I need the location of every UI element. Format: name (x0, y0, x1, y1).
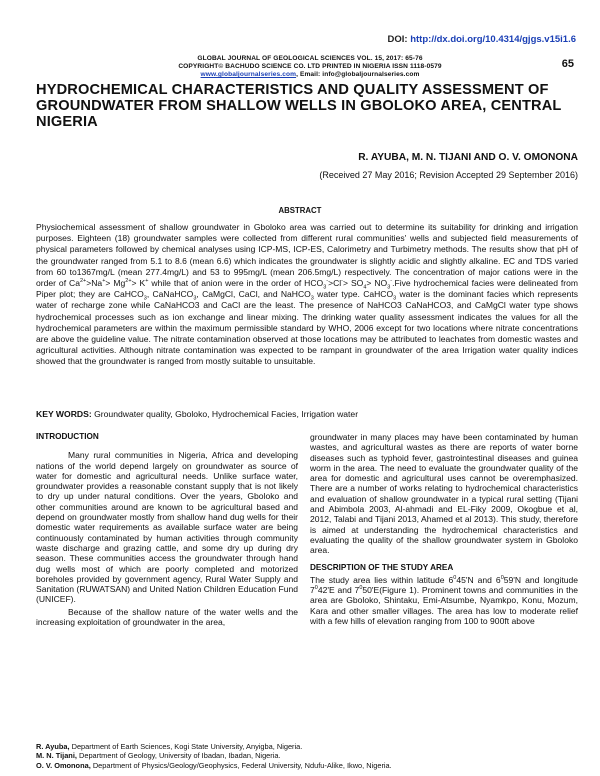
abstract-text: > NO (366, 278, 388, 289)
affiliation-text: Department of Physics/Geology/Geophysics, Federal University, Ndufu-Alike, Ikwo, Nigeria. (90, 760, 392, 770)
journal-website-link[interactable]: www.globaljournalseries.com (200, 71, 297, 78)
right-column (310, 432, 578, 626)
charge-sup: + (145, 278, 149, 285)
intro-paragraph-3: groundwater in many places may have been contaminated by human wastes, and agricultural wastes as there are reports of water borne diseases such as typhoid fever, gastrointestinal diseases and guinea worm in the area. The need to evaluate the groundwater quality of the area for domestic and agricultural uses cannot be overemphasized. There are a number of works relating to hydrochemical characteristics and evaluation of shallow groundwater in a typical rural setting (Tijani and Abimbola 2003, Al-ahmadi and EL-Fiky 2009, Okogbue et al, 2012, Talabi and Tijani 2013, Ahamed et al 2013). This study, therefore is aimed at understanding the hydrochemical characteristics and evaluating the quality of the shallow groundwater system in Gboloko area. (310, 432, 578, 556)
abstract-text-1: Physiochemical assessment of shallow groundwater in Gboloko area was carried out to determine its suitability for drinking and irrigation purposes. Eighteen (18) groundwater samples were collected from different rural communities' wells and subjected field measurements of physical parameters followed by chemical analyses using ICP-MS, ICP-ES, Calorimetry and Turbimetry methods. The results show that pH of the groundwater ranged from 5.1 to 8.6 (mean 6.6) which indicates the groundwater is slightly acidic and slightly alkaline. EC and TDS varied from 60 to1367mg/L (mean 277.4mg/L) and 53 to 995mg/L (mean 206.5mg/L) respectively. The concentration of major cations were in the order of Ca (36, 222, 578, 289)
affiliation-1 (36, 742, 578, 751)
doi-label: DOI: (387, 34, 408, 45)
intro-paragraph-2: Because of the shallow nature of the water wells and the increasing exploitation of groundwater in the area, (36, 606, 298, 628)
study-text: 45'N and 6 (456, 574, 501, 585)
abstract-text: > Mg (105, 278, 126, 289)
journal-email: , Email: info@globaljournalseries.com (296, 71, 420, 78)
affiliation-2 (36, 751, 578, 760)
affiliations (36, 742, 578, 770)
abstract-text: >Cl (328, 278, 342, 289)
abstract-text-2: water is the dominant facies which represents water of recharge zone while CaNaHCO3 and CaCl are the least. The presence of NaHCO3 CaNaHCO3, and CaMgCl water type shows hydrochemical processes such as ion exchange and linear mixing. The drinking water quality assessment indicates the values for all the hydrochemical parameters are within the maximum permissible standard by WHO, 2006 except for two locations where nitrate concentrations are above the guideline value. The nitrate contamination observed at those locations may be attributed to leachates from domestic wastes and agricultural activities. Although nitrate contamination was expected to be rampant in groundwater of the area Irrigation water quality indices showed that the groundwater is ranged from mostly suitable to unsuitable. (36, 289, 578, 367)
charge-sup: - (341, 278, 343, 285)
study-text: 59'N and longitude 7 (310, 574, 579, 596)
affiliation-text: Department of Geology, University of Ibadan, Ibadan, Nigeria. (76, 751, 281, 761)
page-number: 65 (561, 58, 574, 70)
charge-sup: 2+ (125, 278, 132, 285)
keywords-label: KEY WORDS: (36, 409, 92, 419)
formula-sub: 3 (393, 295, 397, 302)
degree-sup: 0 (453, 575, 457, 582)
affiliation-name: M. N. Tijani, (36, 751, 77, 761)
abstract-text: while that of anion were in the order of HCO (148, 278, 324, 289)
study-text: 50'E(Figure 1). Prominent towns and communities in the area are Gboloko, Shintaku, Emi-Atsumbe, Nyamkpo, Konu, Mozum, Kara and other smaller villages. The area has low to moderate relief with a few hills of elevation ranging from 100 to 900ft above (310, 585, 578, 627)
journal-copyright-line: COPYRIGHT© BACHUDO SCIENCE CO. LTD PRINTED IN NIGERIA ISSN 1118-0579 (178, 63, 442, 70)
doi-line (388, 34, 576, 45)
abstract-body (36, 222, 578, 368)
formula-sub: 4 (363, 284, 367, 291)
keywords-text: Groundwater quality, Gboloko, Hydrochemical Facies, Irrigation water (91, 409, 359, 419)
affiliation-name: R. Ayuba, (36, 742, 70, 751)
degree-sup: 0 (314, 585, 318, 592)
study-area-heading: DESCRIPTION OF THE STUDY AREA (310, 562, 454, 572)
introduction-heading: INTRODUCTION (36, 432, 99, 441)
study-text: The study area lies within latitude 6 (310, 574, 454, 585)
charge-sup: + (102, 278, 106, 285)
formula-sub: 3 (323, 284, 327, 291)
doi-link[interactable]: http://dx.doi.org/10.4314/gjgs.v15i1.6 (410, 34, 576, 45)
paper-title: HYDROCHEMICAL CHARACTERISTICS AND QUALITY ASSESSMENT OF GROUNDWATER FROM SHALLOW WELLS IN GBOLOKO AREA, CENTRAL NIGERIA (36, 82, 562, 130)
journal-title-line: GLOBAL JOURNAL OF GEOLOGICAL SCIENCES VOL. 15, 2017: 65-76 (197, 55, 423, 62)
abstract-text: >Na (86, 278, 103, 289)
journal-contact-line (120, 71, 500, 79)
left-column (36, 432, 298, 627)
abstract-text: , CaMgCl, CaCl, and NaHCO (196, 289, 311, 300)
formula-sub: 3 (310, 295, 314, 302)
affiliation-name: O. V. Omonona, (36, 760, 91, 770)
journal-header (120, 55, 500, 79)
abstract-text: water type. CaHCO (313, 289, 394, 300)
formula-sub: 3 (387, 284, 391, 291)
study-text: 42'E and 7 (317, 585, 360, 596)
affiliation-text: Department of Earth Sciences, Kogi State University, Anyigba, Nigeria. (69, 742, 303, 751)
received-dates: (Received 27 May 2016; Revision Accepted 29 September 2016) (319, 170, 578, 180)
intro-paragraph-1: Many rural communities in Nigeria, Africa and developing nations of the world depend largely on groundwater as source of water for domestic and agricultural needs. Unlike surface water, groundwater provides a reasonable constant supply that is not likely to dry up under natural conditions. Over the years, Gboloko and other communities around are known to be agricultural based and depend on groundwater mostly from shallow hand dug wells for their domestic water requirements as available surface water are being continuously contaminated by human activities through community waste discharge and grazing cattle, and some dry up during dry season. These communities access the groundwater through hand dug wells most of which are poorly completed and motorized boreholes provided by government agency, Rural Water Supply and Sanitation (RUWATSAN) and United Nation Children Education Fund (UNICEF). (36, 450, 298, 605)
formula-sub: 3 (143, 295, 147, 302)
affiliation-3 (36, 761, 578, 770)
abstract-text: .Five hydrochemical facies were delineated from Piper plot; they are CaHCO (36, 278, 579, 300)
abstract-text: > SO (343, 278, 364, 289)
study-area-paragraph (310, 575, 578, 626)
abstract-text: > K (131, 278, 146, 289)
charge-sup: 2+ (79, 278, 87, 285)
degree-sup: 0 (359, 585, 363, 592)
keywords-line (36, 409, 578, 420)
abstract-text: , CaNaHCO (146, 289, 194, 300)
author-list: R. AYUBA, M. N. TIJANI AND O. V. OMONONA (358, 152, 578, 163)
degree-sup: 0 (500, 575, 504, 582)
charge-sup: - (326, 278, 329, 285)
charge-sup: - (390, 278, 393, 285)
formula-sub: 3 (193, 295, 197, 302)
abstract-heading: ABSTRACT (278, 206, 322, 215)
